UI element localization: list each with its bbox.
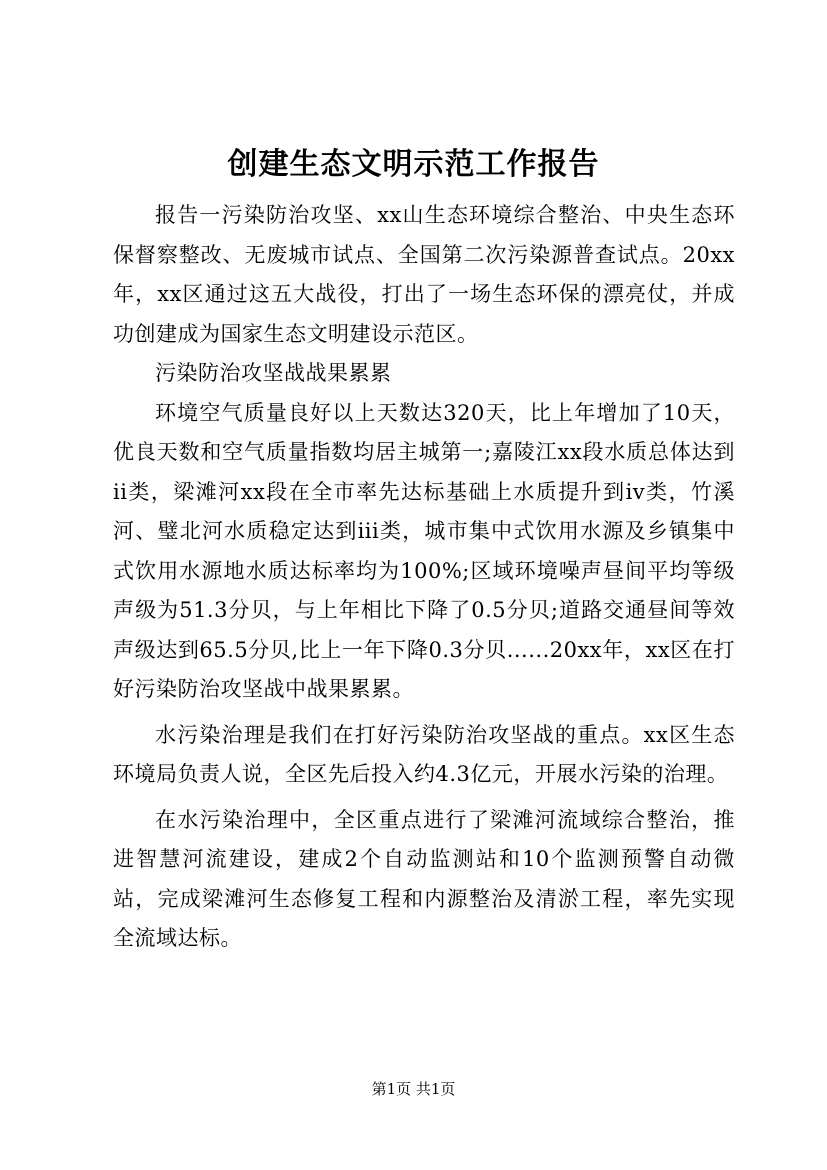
page-footer: 第1页 共1页 bbox=[371, 1080, 456, 1098]
paragraph-water-focus: 水污染治理是我们在打好污染防治攻坚战的重点。xx区生态环境局负责人说，全区先后投入约4.3亿元，开展水污染的治理。 bbox=[113, 722, 735, 786]
paragraph-water-measures: 在水污染治理中，全区重点进行了梁滩河流域综合整治，推进智慧河流建设，建成2个自动监测站和10个监测预警自动微站，完成梁滩河生态修复工程和内源整治及清淤工程，率先实现全流域达标。 bbox=[113, 807, 735, 950]
section-heading: 污染防治攻坚战战果累累 bbox=[155, 361, 392, 385]
paragraph-results: 环境空气质量良好以上天数达320天，比上年增加了10天，优良天数和空气质量指数均居主城第一;嘉陵江xx段水质总体达到ii类，梁滩河xx段在全市率先达标基础上水质提升到iv类，竹溪河、璧北河水质稳定达到iii类，城市集中式饮用水源及乡镇集中式饮用水源地水质达标率均为100%;区域环境噪声昼间平均等级声级为51.3分贝，与上年相比下降了0.5分贝;道路交通昼间等效声级达到65.5分贝,比上一年下降0.3分贝......20xx年，xx区在打好污染防治攻坚战中战果累累。 bbox=[113, 400, 735, 701]
paragraph-intro: 报告一污染防治攻坚、xx山生态环境综合整治、中央生态环保督察整改、无废城市试点、全国第二次污染源普查试点。20xx年，xx区通过这五大战役，打出了一场生态环保的漂亮仗，并成功创建成为国家生态文明建设示范区。 bbox=[113, 203, 735, 346]
document-body bbox=[113, 196, 735, 959]
document-title: 创建生态文明示范工作报告 bbox=[227, 147, 600, 182]
